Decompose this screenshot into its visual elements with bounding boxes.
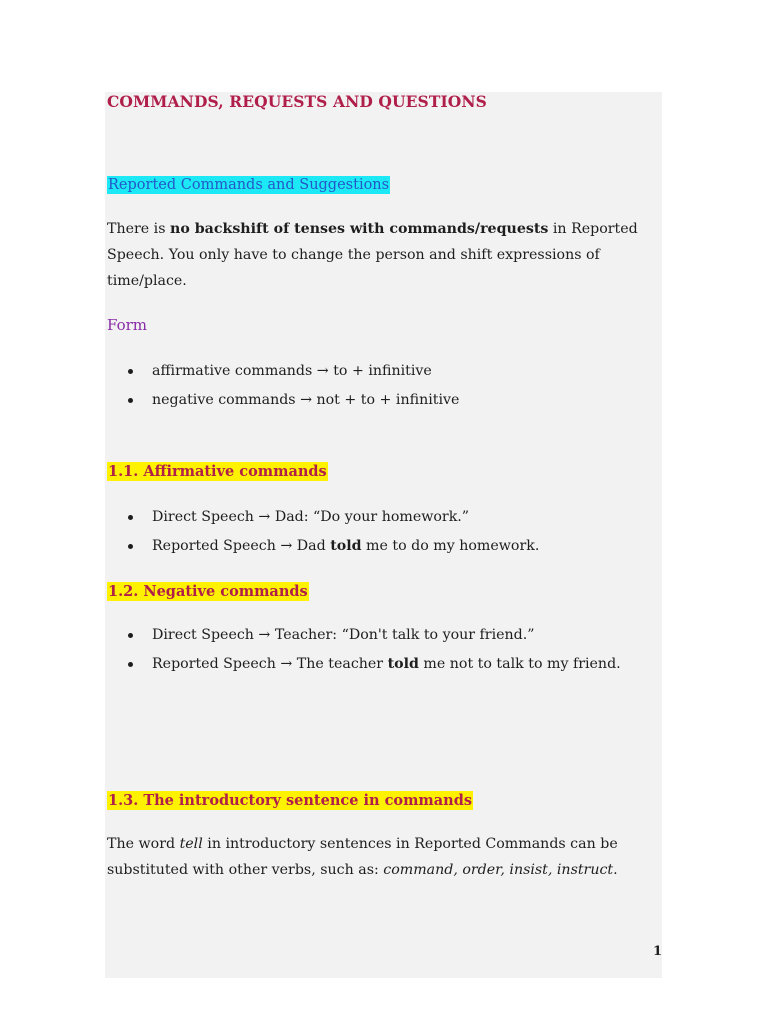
list-item: Direct Speech → Dad: “Do your homework.” bbox=[128, 503, 539, 532]
intro-sentence-italic-2: command, order, insist, instruct bbox=[383, 862, 614, 878]
negative-bullet-list bbox=[128, 621, 621, 679]
section-heading-1-1 bbox=[107, 461, 328, 480]
list-item bbox=[128, 532, 539, 561]
list-item: negative commands → not + to + infinitive bbox=[128, 386, 459, 415]
section-heading-reported bbox=[107, 174, 390, 193]
page-title: COMMANDS, REQUESTS AND QUESTIONS bbox=[107, 92, 487, 111]
section-heading-1-2-text: 1.2. Negative commands bbox=[108, 583, 308, 600]
affirmative-bullet-list bbox=[128, 503, 539, 561]
intro-paragraph bbox=[107, 216, 657, 294]
section-heading-1-3-text: 1.3. The introductory sentence in commands bbox=[108, 792, 473, 809]
reported-bold: told bbox=[387, 656, 419, 672]
form-heading: Form bbox=[107, 316, 148, 334]
intro-sentence-text-3: . bbox=[613, 862, 618, 878]
intro-text-2: in Reported Speech. You only have to change the person and shift expressions of time/place. bbox=[107, 221, 638, 289]
list-item: affirmative commands → to + infinitive bbox=[128, 357, 459, 386]
intro-sentence-text-1: The word bbox=[107, 836, 180, 852]
section-heading-1-2 bbox=[107, 581, 309, 600]
reported-text-post: me to do my homework. bbox=[361, 538, 540, 554]
section-heading-1-1-text: 1.1. Affirmative commands bbox=[108, 463, 327, 480]
reported-text-pre: Reported Speech → Dad bbox=[152, 538, 331, 554]
intro-bold: no backshift of tenses with commands/requests bbox=[170, 221, 549, 237]
page-number: 1 bbox=[653, 944, 663, 959]
introductory-paragraph bbox=[107, 831, 657, 883]
intro-sentence-italic-1: tell bbox=[179, 836, 203, 852]
section-heading-reported-text: Reported Commands and Suggestions bbox=[108, 177, 390, 193]
form-bullet-list bbox=[128, 357, 459, 415]
intro-sentence-text-2: in introductory sentences in Reported Commands can be substituted with other verbs, such as: bbox=[107, 836, 618, 878]
reported-text-post: me not to talk to my friend. bbox=[418, 656, 621, 672]
reported-bold: told bbox=[330, 538, 362, 554]
list-item: Direct Speech → Teacher: “Don't talk to your friend.” bbox=[128, 621, 621, 650]
intro-text-1: There is bbox=[107, 221, 171, 237]
list-item bbox=[128, 650, 621, 679]
section-heading-1-3 bbox=[107, 790, 473, 809]
reported-text-pre: Reported Speech → The teacher bbox=[152, 656, 388, 672]
